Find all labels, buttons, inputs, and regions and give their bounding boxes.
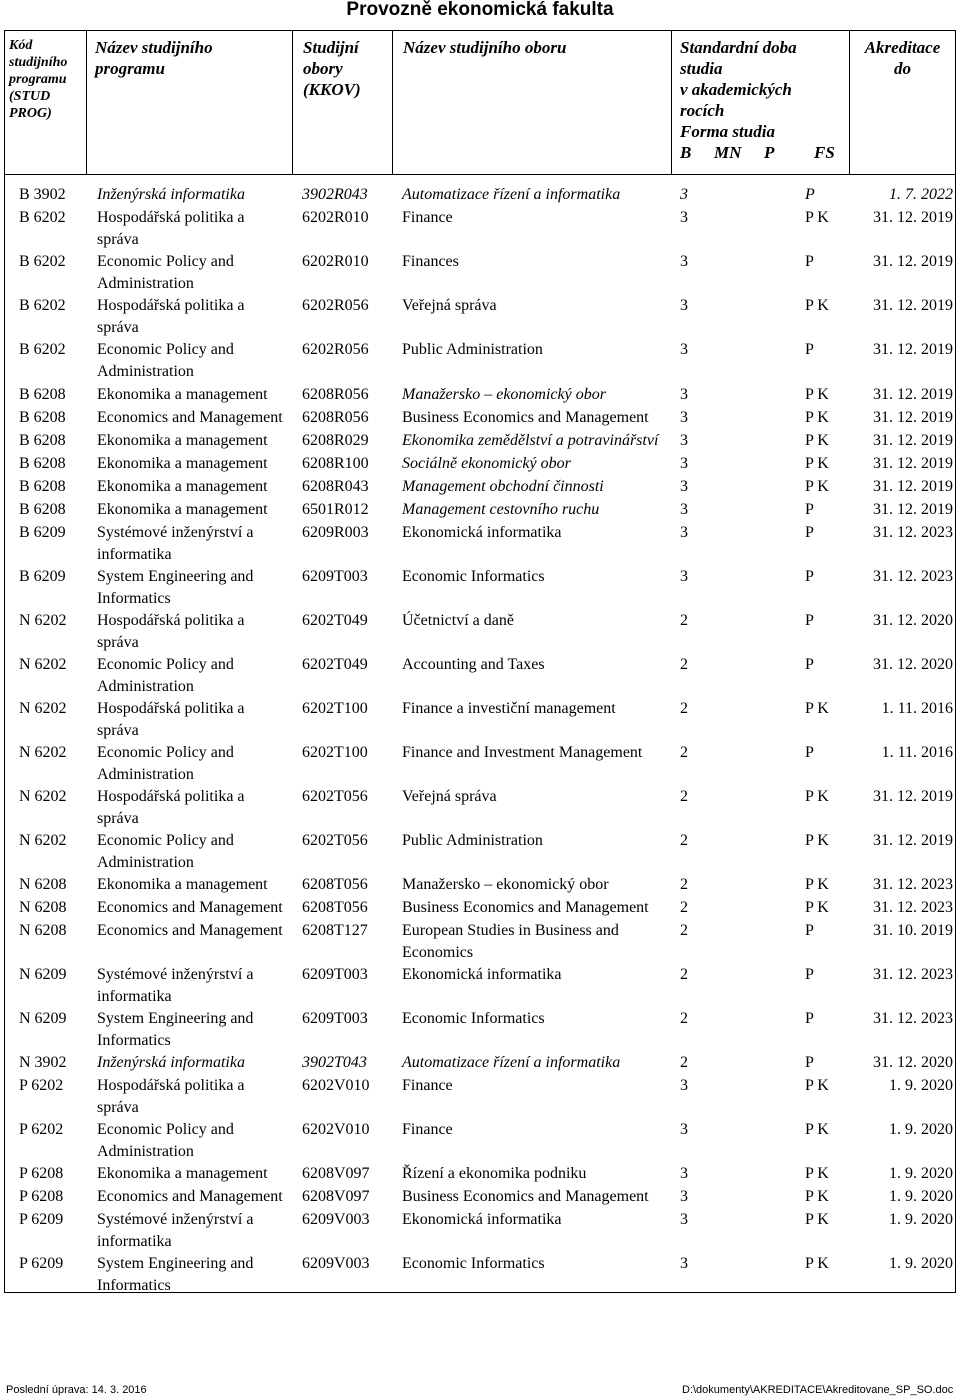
header-obor	[393, 31, 672, 174]
cell-kkov: 6208T127	[302, 922, 368, 939]
cell-doba: 2	[680, 922, 688, 939]
cell-forma: P	[805, 612, 814, 629]
header-form-mn: MN	[714, 143, 742, 162]
cell-akreditace: 31. 12. 2023	[873, 876, 953, 893]
cell-doba: 2	[680, 876, 688, 893]
cell-kkov: 6209R003	[302, 524, 369, 541]
cell-obor: Management cestovního ruchu	[402, 501, 600, 518]
cell-akreditace: 31. 12. 2019	[873, 432, 953, 449]
cell-program: Hospodářská politika a správa	[97, 700, 245, 739]
header-forms	[680, 142, 845, 163]
cell-obor: Finance	[402, 209, 453, 226]
cell-obor: Finance a investiční management	[402, 700, 616, 717]
cell-doba: 2	[680, 744, 688, 761]
cell-akreditace: 31. 12. 2023	[873, 524, 953, 541]
cell-kod: B 6208	[19, 478, 66, 495]
header-form-p: P	[764, 143, 775, 162]
cell-akreditace: 31. 12. 2019	[873, 386, 953, 403]
cell-program: System Engineering and Informatics	[97, 1255, 254, 1294]
cell-program: Economics and Management	[97, 922, 283, 939]
cell-akreditace: 1. 9. 2020	[889, 1211, 953, 1228]
header-form-b: B	[680, 143, 692, 162]
cell-obor: Finances	[402, 253, 459, 270]
cell-forma: P	[805, 656, 814, 673]
cell-akreditace: 1. 9. 2020	[889, 1121, 953, 1138]
cell-forma: P K	[805, 1188, 829, 1205]
cell-kkov: 6208V097	[302, 1188, 370, 1205]
cell-akreditace: 31. 12. 2023	[873, 568, 953, 585]
cell-forma: P	[805, 1010, 814, 1027]
cell-kod: B 6209	[19, 568, 66, 585]
cell-kkov: 6209T003	[302, 1010, 368, 1027]
cell-akreditace: 31. 12. 2023	[873, 966, 953, 983]
cell-forma: P K	[805, 1121, 829, 1138]
cell-akreditace: 31. 12. 2019	[873, 341, 953, 358]
cell-kkov: 6209V003	[302, 1255, 370, 1272]
cell-doba: 2	[680, 788, 688, 805]
cell-kod: P 6208	[19, 1165, 64, 1182]
cell-obor: Finance	[402, 1121, 453, 1138]
cell-forma: P K	[805, 409, 829, 426]
cell-akreditace: 31. 12. 2019	[873, 501, 953, 518]
header-akreditace-line: do	[894, 59, 911, 78]
cell-program: Ekonomika a management	[97, 386, 268, 403]
cell-doba: 3	[680, 1165, 688, 1182]
cell-obor: Ekonomická informatika	[402, 1211, 562, 1228]
cell-akreditace: 1. 11. 2016	[881, 744, 953, 761]
cell-program: System Engineering and Informatics	[97, 568, 254, 607]
cell-forma: P K	[805, 700, 829, 717]
header-kod-line: PROG)	[9, 106, 52, 121]
cell-program: Economics and Management	[97, 899, 283, 916]
cell-kod: N 6208	[19, 922, 67, 939]
cell-doba: 3	[680, 186, 688, 203]
cell-doba: 3	[680, 432, 688, 449]
header-kod	[5, 31, 87, 174]
cell-akreditace: 31. 12. 2019	[873, 409, 953, 426]
cell-doba: 3	[680, 253, 688, 270]
cell-forma: P	[805, 568, 814, 585]
cell-akreditace: 1. 9. 2020	[889, 1188, 953, 1205]
cell-doba: 3	[680, 409, 688, 426]
header-doba-line: studia	[680, 59, 723, 78]
cell-akreditace: 1. 11. 2016	[881, 700, 953, 717]
cell-forma: P	[805, 966, 814, 983]
cell-kod: N 6208	[19, 876, 67, 893]
cell-kkov: 6202R056	[302, 297, 369, 314]
cell-kod: B 6202	[19, 253, 66, 270]
cell-doba: 3	[680, 501, 688, 518]
cell-program: Economic Policy and Administration	[97, 341, 234, 380]
header-kkov-line: obory	[303, 59, 343, 78]
cell-kod: N 6209	[19, 966, 67, 983]
header-kkov-line: Studijní	[303, 38, 359, 57]
cell-kod: N 6202	[19, 612, 67, 629]
header-kod-line: programu	[9, 72, 67, 87]
cell-doba: 2	[680, 1010, 688, 1027]
footer-file-path: D:\dokumenty\AKREDITACE\Akreditovane_SP_SO.doc	[682, 1384, 954, 1396]
cell-program: Economics and Management	[97, 409, 283, 426]
cell-kod: B 6208	[19, 409, 66, 426]
cell-kod: N 6202	[19, 788, 67, 805]
cell-kkov: 6202T056	[302, 788, 368, 805]
cell-program: Ekonomika a management	[97, 432, 268, 449]
cell-program: Economic Policy and Administration	[97, 832, 234, 871]
cell-kkov: 6202T056	[302, 832, 368, 849]
cell-kod: B 6209	[19, 524, 66, 541]
cell-kkov: 6202R010	[302, 209, 369, 226]
cell-doba: 3	[680, 297, 688, 314]
cell-akreditace: 31. 12. 2019	[873, 788, 953, 805]
cell-forma: P K	[805, 1165, 829, 1182]
cell-program: Hospodářská politika a správa	[97, 612, 245, 651]
cell-doba: 3	[680, 568, 688, 585]
header-obor-line: Název studijního oboru	[403, 38, 567, 57]
header-kod-line: studijního	[9, 55, 68, 70]
cell-doba: 3	[680, 386, 688, 403]
cell-kod: B 6208	[19, 455, 66, 472]
cell-kod: N 6202	[19, 832, 67, 849]
cell-obor: Manažersko – ekonomický obor	[402, 386, 606, 403]
cell-forma: P K	[805, 876, 829, 893]
cell-program: Ekonomika a management	[97, 478, 268, 495]
cell-obor: Business Economics and Management	[402, 1188, 649, 1205]
cell-obor: Ekonomická informatika	[402, 524, 562, 541]
cell-kkov: 6202T100	[302, 744, 368, 761]
cell-program: Hospodářská politika a správa	[97, 297, 245, 336]
cell-kod: P 6209	[19, 1211, 64, 1228]
cell-obor: Účetnictví a daně	[402, 612, 514, 629]
cell-akreditace: 1. 7. 2022	[889, 186, 953, 203]
cell-forma: P	[805, 744, 814, 761]
cell-kkov: 6202V010	[302, 1121, 370, 1138]
page-title: Provozně ekonomická fakulta	[346, 0, 614, 20]
cell-obor: Automatizace řízení a informatika	[402, 1054, 621, 1071]
cell-forma: P	[805, 524, 814, 541]
cell-forma: P K	[805, 455, 829, 472]
cell-doba: 3	[680, 1077, 688, 1094]
cell-kkov: 6202R056	[302, 341, 369, 358]
cell-program: Ekonomika a management	[97, 876, 268, 893]
cell-doba: 2	[680, 832, 688, 849]
cell-akreditace: 31. 12. 2020	[873, 1054, 953, 1071]
cell-program: Ekonomika a management	[97, 1165, 268, 1182]
cell-program: Economic Policy and Administration	[97, 744, 234, 783]
cell-forma: P K	[805, 899, 829, 916]
cell-obor: Economic Informatics	[402, 1255, 545, 1272]
cell-akreditace: 31. 12. 2019	[873, 253, 953, 270]
cell-program: Economic Policy and Administration	[97, 253, 234, 292]
cell-doba: 2	[680, 700, 688, 717]
cell-kkov: 6209V003	[302, 1211, 370, 1228]
header-doba-line: Standardní doba	[680, 38, 797, 57]
cell-kod: P 6208	[19, 1188, 64, 1205]
cell-kkov: 6208V097	[302, 1165, 370, 1182]
cell-kkov: 6208R043	[302, 478, 369, 495]
cell-doba: 3	[680, 1188, 688, 1205]
cell-doba: 2	[680, 966, 688, 983]
cell-kkov: 6202T049	[302, 612, 368, 629]
cell-kkov: 6208T056	[302, 876, 368, 893]
cell-program: Hospodářská politika a správa	[97, 209, 245, 248]
cell-kkov: 6209T003	[302, 966, 368, 983]
cell-kod: N 3902	[19, 1054, 67, 1071]
study-programs-table	[4, 30, 956, 1293]
cell-kod: B 6202	[19, 297, 66, 314]
cell-doba: 2	[680, 656, 688, 673]
header-doba-line: rocích	[680, 101, 725, 120]
header-kkov-line: (KKOV)	[303, 80, 361, 99]
cell-kkov: 6202T100	[302, 700, 368, 717]
cell-doba: 2	[680, 1054, 688, 1071]
header-akreditace	[850, 31, 955, 174]
cell-akreditace: 31. 12. 2019	[873, 209, 953, 226]
cell-obor: Ekonomická informatika	[402, 966, 562, 983]
cell-kod: B 6202	[19, 209, 66, 226]
cell-program: Hospodářská politika a správa	[97, 1077, 245, 1116]
header-program-line: Název studijního	[95, 38, 213, 57]
cell-obor: Public Administration	[402, 341, 543, 358]
cell-forma: P K	[805, 788, 829, 805]
header-doba-line: v akademických	[680, 80, 792, 99]
cell-program: Inženýrská informatika	[97, 1054, 245, 1071]
cell-akreditace: 31. 12. 2019	[873, 478, 953, 495]
cell-program: Ekonomika a management	[97, 455, 268, 472]
cell-obor: Veřejná správa	[402, 788, 497, 805]
header-program	[87, 31, 293, 174]
cell-forma: P	[805, 922, 814, 939]
cell-akreditace: 31. 12. 2023	[873, 1010, 953, 1027]
cell-kkov: 3902R043	[302, 186, 368, 203]
cell-forma: P K	[805, 432, 829, 449]
cell-kod: B 6208	[19, 501, 66, 518]
cell-obor: European Studies in Business and Economics	[402, 922, 619, 961]
cell-kkov: 6208R056	[302, 409, 369, 426]
header-form-fs: FS	[814, 143, 835, 162]
cell-obor: Finance	[402, 1077, 453, 1094]
header-kod-line: (STUD	[9, 89, 51, 104]
cell-kod: N 6208	[19, 899, 67, 916]
cell-forma: P K	[805, 1077, 829, 1094]
cell-akreditace: 31. 10. 2019	[873, 922, 953, 939]
cell-akreditace: 1. 9. 2020	[889, 1255, 953, 1272]
cell-kod: P 6202	[19, 1077, 64, 1094]
cell-program: System Engineering and Informatics	[97, 1010, 254, 1049]
header-doba	[672, 31, 850, 174]
cell-kkov: 6209T003	[302, 568, 368, 585]
cell-obor: Economic Informatics	[402, 1010, 545, 1027]
header-program-line: programu	[95, 59, 165, 78]
cell-obor: Sociálně ekonomický obor	[402, 455, 571, 472]
cell-obor: Veřejná správa	[402, 297, 497, 314]
header-kkov	[293, 31, 393, 174]
cell-akreditace: 1. 9. 2020	[889, 1077, 953, 1094]
cell-forma: P	[805, 253, 814, 270]
cell-obor: Accounting and Taxes	[402, 656, 545, 673]
cell-forma: P	[805, 501, 814, 518]
cell-kod: N 6202	[19, 744, 67, 761]
cell-akreditace: 31. 12. 2020	[873, 656, 953, 673]
cell-kkov: 6208R100	[302, 455, 369, 472]
cell-obor: Public Administration	[402, 832, 543, 849]
cell-kod: N 6209	[19, 1010, 67, 1027]
cell-kkov: 6202R010	[302, 253, 369, 270]
cell-forma: P K	[805, 297, 829, 314]
cell-kod: N 6202	[19, 656, 67, 673]
cell-kod: B 6208	[19, 386, 66, 403]
cell-akreditace: 31. 12. 2020	[873, 612, 953, 629]
cell-kkov: 6501R012	[302, 501, 369, 518]
header-kod-line: Kód	[9, 38, 33, 53]
cell-obor: Economic Informatics	[402, 568, 545, 585]
cell-doba: 3	[680, 1121, 688, 1138]
cell-forma: P	[805, 186, 815, 203]
cell-kod: P 6209	[19, 1255, 64, 1272]
cell-akreditace: 31. 12. 2019	[873, 832, 953, 849]
table-header	[5, 31, 955, 175]
cell-program: Systémové inženýrství a informatika	[97, 1211, 254, 1250]
cell-program: Economic Policy and Administration	[97, 1121, 234, 1160]
cell-doba: 3	[680, 455, 688, 472]
cell-kod: N 6202	[19, 700, 67, 717]
cell-kkov: 6202V010	[302, 1077, 370, 1094]
cell-obor: Automatizace řízení a informatika	[402, 186, 621, 203]
cell-doba: 3	[680, 524, 688, 541]
header-akreditace-line: Akreditace	[864, 38, 941, 57]
cell-obor: Manažersko – ekonomický obor	[402, 876, 609, 893]
cell-obor: Management obchodní činnosti	[402, 478, 604, 495]
cell-doba: 2	[680, 612, 688, 629]
cell-obor: Business Economics and Management	[402, 409, 649, 426]
cell-kod: B 3902	[19, 186, 66, 203]
cell-kod: P 6202	[19, 1121, 64, 1138]
cell-forma: P	[805, 341, 814, 358]
cell-akreditace: 31. 12. 2023	[873, 899, 953, 916]
cell-kkov: 6208T056	[302, 899, 368, 916]
cell-kkov: 6208R029	[302, 432, 369, 449]
cell-program: Ekonomika a management	[97, 501, 268, 518]
cell-program: Economic Policy and Administration	[97, 656, 234, 695]
cell-doba: 3	[680, 341, 688, 358]
cell-forma: P K	[805, 478, 829, 495]
cell-program: Hospodářská politika a správa	[97, 788, 245, 827]
cell-doba: 3	[680, 1211, 688, 1228]
cell-kod: B 6208	[19, 432, 66, 449]
cell-program: Inženýrská informatika	[97, 186, 245, 203]
cell-kkov: 3902T043	[302, 1054, 367, 1071]
footer-last-edited: Poslední úprava: 14. 3. 2016	[6, 1384, 147, 1396]
cell-doba: 3	[680, 478, 688, 495]
cell-program: Systémové inženýrství a informatika	[97, 524, 254, 563]
cell-program: Economics and Management	[97, 1188, 283, 1205]
cell-forma: P K	[805, 1255, 829, 1272]
cell-kkov: 6208R056	[302, 386, 369, 403]
cell-forma: P K	[805, 386, 829, 403]
cell-akreditace: 31. 12. 2019	[873, 455, 953, 472]
header-doba-line: Forma studia	[680, 122, 775, 141]
cell-doba: 3	[680, 1255, 688, 1272]
cell-obor: Ekonomika zemědělství a potravinářství	[402, 432, 659, 449]
cell-doba: 3	[680, 209, 688, 226]
cell-obor: Finance and Investment Management	[402, 744, 643, 761]
cell-kkov: 6202T049	[302, 656, 368, 673]
cell-forma: P K	[805, 832, 829, 849]
cell-program: Systémové inženýrství a informatika	[97, 966, 254, 1005]
cell-forma: P K	[805, 209, 829, 226]
cell-forma: P K	[805, 1211, 829, 1228]
cell-obor: Business Economics and Management	[402, 899, 649, 916]
cell-kod: B 6202	[19, 341, 66, 358]
cell-obor: Řízení a ekonomika podniku	[402, 1165, 587, 1182]
cell-akreditace: 1. 9. 2020	[889, 1165, 953, 1182]
cell-doba: 2	[680, 899, 688, 916]
cell-forma: P	[805, 1054, 814, 1071]
cell-akreditace: 31. 12. 2019	[873, 297, 953, 314]
